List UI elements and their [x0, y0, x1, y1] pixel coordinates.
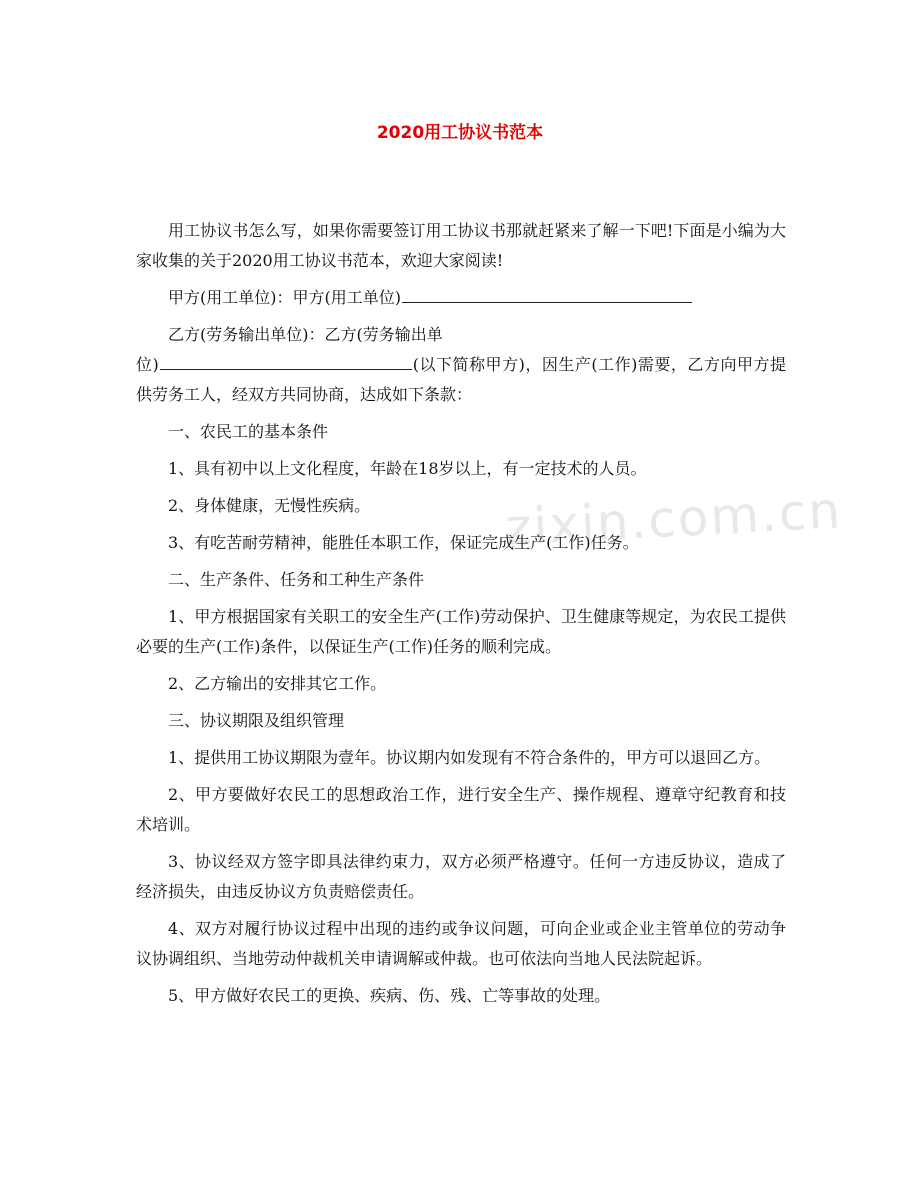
party-b-label-line1: 乙方(劳务输出单位)：乙方(劳务输出单 — [168, 325, 443, 344]
section-1-item-1: 1、具有初中以上文化程度，年龄在18岁以上，有一定技术的人员。 — [168, 459, 647, 478]
section-3-heading: 三、协议期限及组织管理 — [168, 711, 345, 730]
party-a-line — [136, 283, 786, 313]
section-3-item-2: 2、甲方要做好农民工的思想政治工作，进行安全生产、操作规程、遵章守纪教育和技术培训。 — [136, 785, 786, 834]
section-2-item-2: 2、乙方输出的安排其它工作。 — [168, 674, 387, 693]
party-b-line — [136, 320, 786, 350]
watermark: zixin.com.cn — [503, 481, 844, 557]
section-3-item-1: 1、提供用工协议期限为壹年。协议期内如发现有不符合条件的，甲方可以退回乙方。 — [168, 748, 771, 767]
section-3-item-3: 3、协议经双方签字即具法律约束力，双方必须严格遵守。任何一方违反协议，造成了经济损失，由违反协议方负责赔偿责任。 — [136, 852, 786, 901]
section-2-heading: 二、生产条件、任务和工种生产条件 — [168, 570, 425, 589]
party-a-blank — [402, 301, 692, 303]
section-1-item-3: 3、有吃苦耐劳精神，能胜任本职工作，保证完成生产(工作)任务。 — [168, 533, 639, 552]
section-2-item-1: 1、甲方根据国家有关职工的安全生产(工作)劳动保护、卫生健康等规定，为农民工提供必要的生产(工作)条件，以保证生产(工作)任务的顺利完成。 — [136, 607, 786, 656]
party-b-suffix: (以下简称甲方)，因生产(工作)需要，乙方向甲方提供劳务工人，经双方共同协商，达成如下条款： — [136, 355, 786, 404]
intro-paragraph: 用工协议书怎么写，如果你需要签订用工协议书那就赶紧来了解一下吧!下面是小编为大家收集的关于2020用工协议书范本，欢迎大家阅读! — [136, 221, 786, 270]
section-3-item-5: 5、甲方做好农民工的更换、疾病、伤、残、亡等事故的处理。 — [168, 986, 611, 1005]
document-title: 2020用工协议书范本 — [376, 123, 544, 143]
document-body — [136, 216, 786, 1011]
party-a-label: 甲方(用工单位)：甲方(用工单位) — [168, 288, 401, 307]
party-b-blank — [160, 368, 412, 370]
section-1-heading: 一、农民工的基本条件 — [168, 422, 329, 441]
section-3-item-4: 4、双方对履行协议过程中出现的违约或争议问题，可向企业或企业主管单位的劳动争议协调组织、当地劳动仲裁机关申请调解或仲裁。也可依法向当地人民法院起诉。 — [136, 919, 786, 968]
party-b-prefix: 位) — [136, 355, 159, 374]
section-1-item-2: 2、身体健康，无慢性疾病。 — [168, 496, 371, 515]
party-b-continuation — [136, 350, 786, 410]
